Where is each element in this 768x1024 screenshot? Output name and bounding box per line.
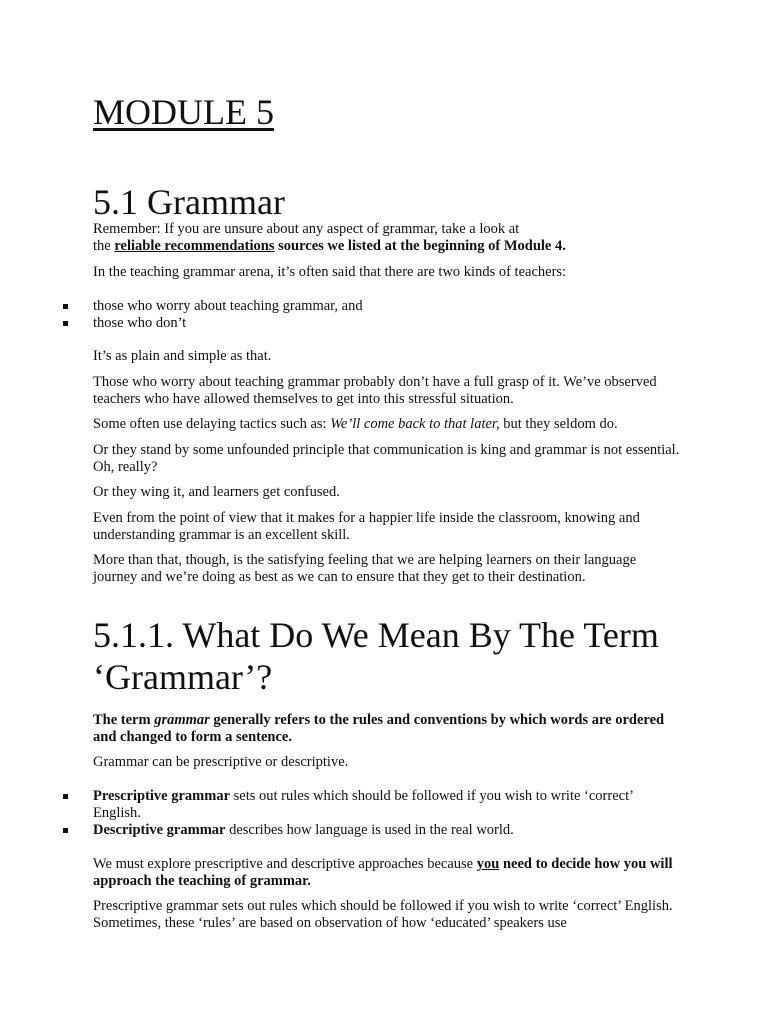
module-title: MODULE 5 xyxy=(93,92,274,132)
delay-quote: We’ll come back to that later, xyxy=(330,416,500,432)
prescriptive-paragraph: Prescriptive grammar sets out rules which should be followed if you wish to write ‘correct’ English. Sometimes, these ‘rules’ are based on observation of how ‘educated’ speakers use xyxy=(93,898,673,931)
teachers-list xyxy=(63,298,683,332)
subsection-title: 5.1.1. What Do We Mean By The Term ‘Grammar’? xyxy=(93,615,659,697)
worry-paragraph: Those who worry about teaching grammar probably don’t have a full grasp of it. We’ve observed teachers who have allowed themselves to get into this stressful situation. xyxy=(93,374,657,407)
wing-paragraph: Or they wing it, and learners get confused. xyxy=(93,484,340,500)
remember-note xyxy=(93,221,683,255)
satisfying-paragraph: More than that, though, is the satisfying feeling that we are helping learners on their language journey and we’re doing as best as we can to ensure that they get to their destination. xyxy=(93,552,637,585)
bullet-icon xyxy=(63,828,68,833)
definition-paragraph: The term grammar generally refers to the rules and conventions by which words are ordered and changed to form a sentence. xyxy=(93,712,665,745)
you-emphasis: you xyxy=(476,856,500,872)
bullet-icon xyxy=(63,321,68,326)
list-item: Prescriptive grammar sets out rules which should be followed if you wish to write ‘correct’ English. xyxy=(63,788,683,822)
term-grammar: grammar xyxy=(154,712,210,728)
grammar-types-list xyxy=(63,788,683,839)
reliable-recommendations-link[interactable]: reliable recommendations xyxy=(114,238,275,254)
explore-paragraph: We must explore prescriptive and descriptive approaches because you need to decide how you will approach the teaching of grammar. xyxy=(93,856,673,889)
delay-paragraph: Some often use delaying tactics such as: We’ll come back to that later, but they seldom do. xyxy=(93,416,618,432)
bullet-icon xyxy=(63,794,68,799)
section-title: 5.1 Grammar xyxy=(93,182,285,222)
intro-paragraph: In the teaching grammar arena, it’s often said that there are two kinds of teachers: xyxy=(93,264,567,280)
types-intro: Grammar can be prescriptive or descriptive. xyxy=(93,754,349,770)
plain-paragraph: It’s as plain and simple as that. xyxy=(93,348,272,364)
bullet-icon xyxy=(63,304,68,309)
remember-line-1: Remember: If you are unsure about any aspect of grammar, take a look at xyxy=(93,221,520,237)
remember-rest: sources we listed at the beginning of Module 4. xyxy=(274,238,566,254)
list-item: those who worry about teaching grammar, and xyxy=(63,298,683,315)
happier-paragraph: Even from the point of view that it makes for a happier life inside the classroom, knowing and understanding grammar is an excellent skill. xyxy=(93,510,640,543)
principle-paragraph: Or they stand by some unfounded principle that communication is king and grammar is not essential. Oh, really? xyxy=(93,442,680,475)
list-item: those who don’t xyxy=(63,315,683,332)
remember-the: the xyxy=(93,238,115,254)
list-item: Descriptive grammar describes how language is used in the real world. xyxy=(63,822,683,839)
